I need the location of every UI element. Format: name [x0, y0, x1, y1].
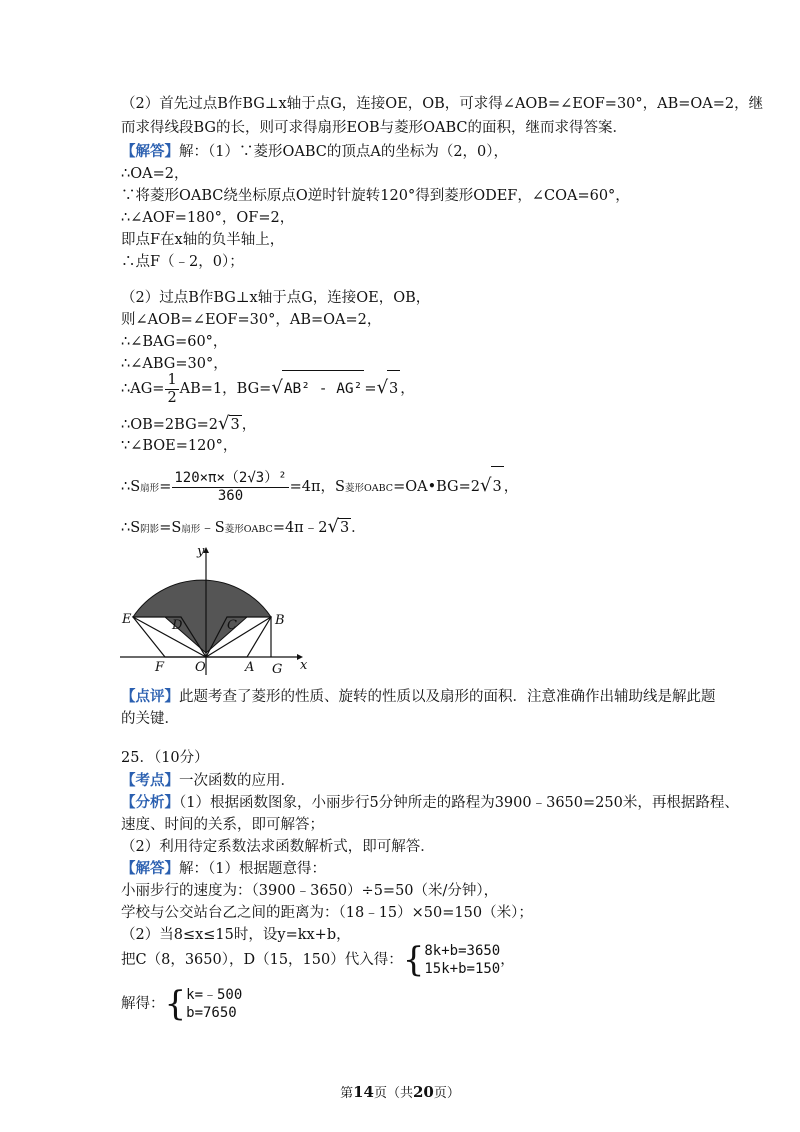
part2-line-5: ∴AG= $\frac{1}{2}$ AB=1，BG=√AB² - AG² =√3 ， — [121, 371, 415, 406]
half-fraction: $\frac{1}{2}$ — [167, 371, 177, 406]
shaded-area-line: ∴S阴影=S扇形﹣S菱形OABC=4π﹣2√3 ． — [121, 516, 366, 537]
topic-tag: 【考点】 — [121, 772, 179, 789]
equation-system: { 8k+b=3650 15k+b=150 — [402, 940, 501, 980]
solution-line-4: ∴∠AOF=180°，OF=2， — [121, 210, 295, 226]
equation-system-line: 把C（8，3650），D（15，150）代入得：{ 8k+b=3650 15k+b=150 ， — [121, 940, 515, 980]
solution-line-1: 【解答】解：（1）∵菱形OABC的顶点A的坐标为（2，0）， — [121, 143, 509, 160]
label-y: y — [197, 545, 205, 559]
label-b: B — [275, 613, 285, 628]
label-g: G — [272, 662, 283, 675]
topic-line: 【考点】一次函数的应用． — [121, 772, 295, 789]
comment-line-2: 的关键． — [121, 711, 179, 727]
radicand-ab-ag: AB² - AG² — [282, 370, 365, 407]
label-f: F — [155, 660, 165, 675]
solution25-line-3: 学校与公交站台乙之间的距离为：（18﹣15）×50=150（米）； — [121, 905, 533, 921]
label-a: A — [245, 660, 255, 675]
part2-line-1: （2）过点B作BG⊥x轴于点G，连接OE，OB， — [121, 290, 431, 306]
analysis-tag: 【分析】 — [121, 794, 179, 811]
solution25-line-2: 小丽步行的速度为：（3900﹣3650）÷5=50（米/分钟）， — [121, 883, 499, 899]
part2-line-7: ∵∠BOE=120°， — [121, 438, 238, 454]
part2-line-3: ∴∠BAG=60°， — [121, 334, 228, 350]
geometry-figure — [117, 545, 317, 675]
part2-line-6: ∴OB=2BG=2√3 ， — [121, 413, 257, 434]
label-d: D — [172, 618, 183, 633]
page-number: 14 — [353, 1083, 374, 1101]
part2-line-4: ∴∠ABG=30°， — [121, 356, 228, 372]
label-e: E — [122, 612, 132, 627]
page-footer: 第14页（共20页） — [340, 1083, 460, 1101]
solution25-line-1: 【解答】解：（1）根据题意得： — [121, 860, 326, 877]
solution-line-6: ∴点F（﹣2，0）； — [121, 254, 244, 270]
part2-line-2: 则∠AOB=∠EOF=30°，AB=OA=2， — [121, 312, 382, 328]
analysis25-line-2: 速度、时间的关系，即可解答； — [121, 817, 324, 833]
solution-line-3: ∵将菱形OABC绕坐标原点O逆时针旋转120°得到菱形ODEF，∠COA=60°， — [121, 188, 630, 204]
question-number: 25．（10分） — [121, 750, 209, 766]
label-c: C — [227, 618, 237, 633]
solution-line-2: ∴OA=2， — [121, 166, 189, 182]
sector-area-line: ∴S扇形= $\frac{\text{120×π×（2√3）²}}{360}$ =4π，S菱形OABC=OA•BG=2√3 ， — [121, 466, 518, 509]
solution-tag: 【解答】 — [121, 143, 179, 160]
comment-tag: 【点评】 — [121, 688, 179, 705]
analysis-line-2: 而求得线段BG的长，则可求得扇形EOB与菱形OABC的面积，继而求得答案． — [121, 120, 628, 136]
label-o: O — [195, 660, 206, 675]
page-total: 20 — [413, 1083, 434, 1101]
solution-system-line: 解得：{ k=﹣500 b=7650 — [121, 984, 243, 1024]
solution-system: { k=﹣500 b=7650 — [164, 984, 243, 1024]
comment-line-1: 【点评】此题考查了菱形的性质、旋转的性质以及扇形的面积．注意准确作出辅助线是解此题 — [121, 688, 716, 705]
analysis-line-1: （2）首先过点B作BG⊥x轴于点G，连接OE，OB，可求得∠AOB=∠EOF=30°，AB=OA=2，继 — [121, 96, 764, 112]
analysis25-line-3: （2）利用待定系数法求函数解析式，即可解答． — [121, 839, 435, 855]
solution-line-5: 即点F在x轴的负半轴上， — [121, 232, 285, 248]
solution25-tag: 【解答】 — [121, 860, 179, 877]
label-x: x — [300, 658, 308, 673]
sector-area-fraction: $\frac{\text{120×π×（2√3）²}}{360}$ — [174, 469, 287, 504]
analysis25-line-1: 【分析】（1）根据函数图象，小丽步行5分钟所走的路程为3900﹣3650=250米，再根据路程、 — [121, 794, 739, 811]
solution25-line-4: （2）当8≤x≤15时，设y=kx+b， — [121, 927, 351, 943]
